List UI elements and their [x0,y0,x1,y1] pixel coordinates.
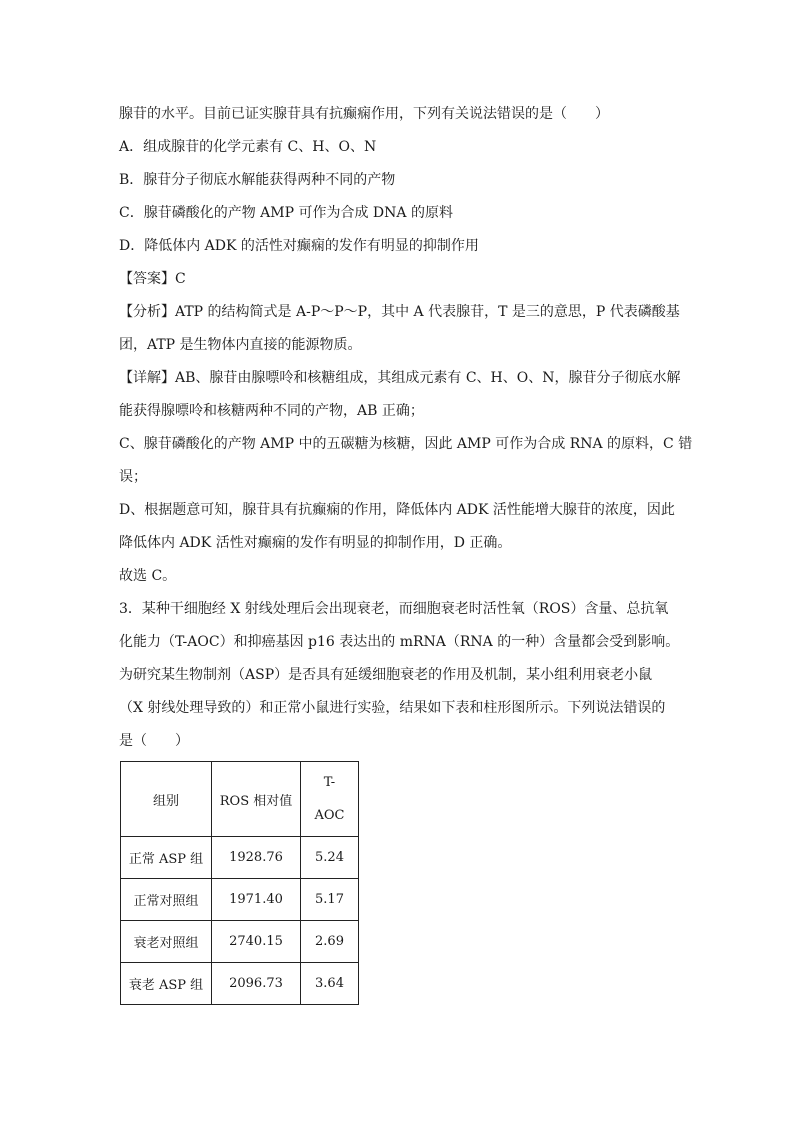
question-3-line: （X 射线处理导致的）和正常小鼠进行实验，结果如下表和柱形图所示。下列说法错误的 [119,700,666,716]
question-3-line: 3．某种干细胞经 X 射线处理后会出现衰老，而细胞衰老时活性氧（ROS）含量、总抗氧 [119,601,669,617]
option-d: D．降低体内 ADK 的活性对癫痫的发作有明显的抑制作用 [119,238,479,254]
analysis-line: 团，ATP 是生物体内直接的能源物质。 [119,337,362,353]
table-header-row [121,762,359,837]
cell-taoc: 2.69 [301,921,359,963]
question-3-line: 化能力（T-AOC）和抑癌基因 p16 表达出的 mRNA（RNA 的一种）含量都会受到影响。 [119,634,680,650]
header-taoc [301,762,359,837]
detail-line: C、腺苷磷酸化的产物 AMP 中的五碳糖为核糖，因此 AMP 可作为合成 RNA 的原料，C 错 [119,436,693,452]
cell-ros: 2096.73 [212,963,301,1005]
results-table [120,761,359,1005]
table-row [121,963,359,1005]
question-3-line: 是（ ） [119,733,189,749]
cell-ros: 1971.40 [212,879,301,921]
question-3-line: 为研究某生物制剂（ASP）是否具有延缓细胞衰老的作用及机制，某小组利用衰老小鼠 [119,667,653,683]
option-b: B．腺苷分子彻底水解能获得两种不同的产物 [119,172,396,188]
document-body [119,98,693,1005]
cell-group: 衰老 ASP 组 [121,963,212,1005]
cell-taoc: 3.64 [301,963,359,1005]
detail-line: D、根据题意可知，腺苷具有抗癫痫的作用，降低体内 ADK 活性能增大腺苷的浓度，因此 [119,502,675,518]
cell-taoc: 5.24 [301,837,359,879]
table-row [121,837,359,879]
option-a: A．组成腺苷的化学元素有 C、H、O、N [119,139,377,155]
paragraph-line: 腺苷的水平。目前已证实腺苷具有抗癫痫作用，下列有关说法错误的是（ ） [119,106,609,122]
detail-line: 误； [119,469,147,485]
conclusion-line: 故选 C。 [119,568,177,584]
cell-group: 衰老对照组 [121,921,212,963]
detail-line: 降低体内 ADK 活性对癫痫的发作有明显的抑制作用，D 正确。 [119,535,512,551]
table-row [121,879,359,921]
detail-line: 【详解】AB、腺苷由腺嘌呤和核糖组成，其组成元素有 C、H、O、N，腺苷分子彻底水解 [119,370,681,386]
cell-taoc: 5.17 [301,879,359,921]
header-group: 组别 [121,762,212,837]
cell-ros: 1928.76 [212,837,301,879]
header-taoc-part1: T- [323,775,336,790]
detail-line: 能获得腺嘌呤和核糖两种不同的产物，AB 正确； [119,403,424,419]
option-c: C．腺苷磷酸化的产物 AMP 可作为合成 DNA 的原料 [119,205,453,221]
analysis-line: 【分析】ATP 的结构简式是 A-P～P～P，其中 A 代表腺苷，T 是三的意思，P 代表磷酸基 [119,304,680,320]
cell-ros: 2740.15 [212,921,301,963]
cell-group: 正常 ASP 组 [121,837,212,879]
cell-group: 正常对照组 [121,879,212,921]
answer-line: 【答案】C [119,271,186,287]
header-ros: ROS 相对值 [212,762,301,837]
header-taoc-part2: AOC [314,808,345,823]
table-row [121,921,359,963]
